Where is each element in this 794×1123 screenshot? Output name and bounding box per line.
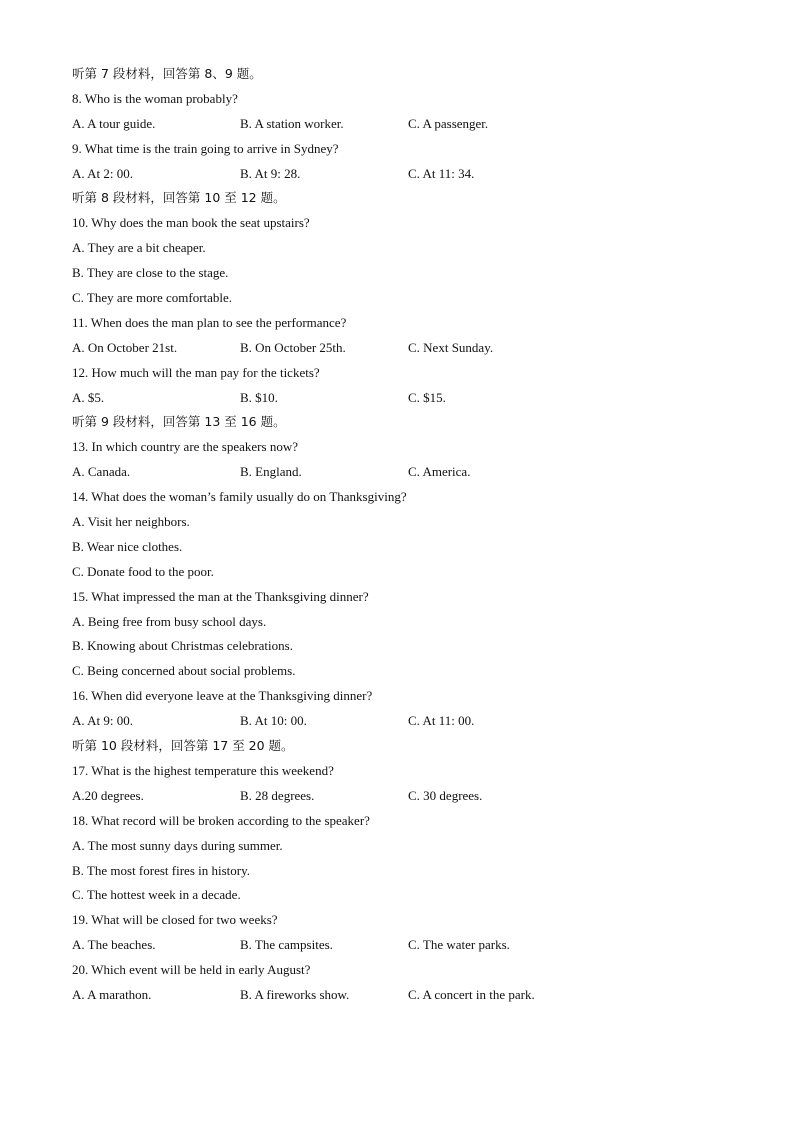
question-text: 15. What impressed the man at the Thanksgiving dinner? [72,588,369,604]
answer-option-c: C. Next Sunday. [408,339,494,355]
section-instruction: 听第 8 段材料，回答第 10 至 12 题。 [72,190,286,206]
answer-option-b: B. $10. [240,389,278,405]
question-text: 19. What will be closed for two weeks? [72,912,278,928]
answer-option: B. Wear nice clothes. [72,538,183,554]
answer-option-b: B. The campsites. [240,937,333,953]
answer-option-a: A.20 degrees. [72,787,144,803]
question-text: 20. Which event will be held in early August? [72,962,311,978]
question-text: 11. When does the man plan to see the performance? [72,314,347,330]
answer-options-row [72,336,732,361]
answer-option-a: A. On October 21st. [72,339,178,355]
answer-options-row [72,983,732,1008]
answer-option-b: B. 28 degrees. [240,787,315,803]
answer-option-c: C. $15. [408,389,446,405]
question-text: 8. Who is the woman probably? [72,90,238,106]
answer-option: C. Being concerned about social problems. [72,663,296,679]
answer-option-c: C. 30 degrees. [408,787,483,803]
answer-options-row [72,162,732,187]
answer-option-a: A. A marathon. [72,986,152,1002]
section-instruction: 听第 7 段材料，回答第 8、9 题。 [72,66,262,81]
answer-option: A. They are a bit cheaper. [72,240,206,256]
answer-options-row [72,784,732,809]
answer-option-b: B. England. [240,464,302,480]
answer-options-row [72,460,732,485]
listening-questions [72,62,732,1008]
answer-option-a: A. Canada. [72,464,131,480]
answer-options-row [72,933,732,958]
answer-option-a: A. At 2: 00. [72,165,134,181]
answer-option: C. Donate food to the poor. [72,563,214,579]
question-text: 9. What time is the train going to arrive in Sydney? [72,140,339,156]
answer-options-row [72,112,732,137]
answer-option-b: B. A station worker. [240,115,344,131]
answer-option: A. Being free from busy school days. [72,613,267,629]
answer-option-b: B. A fireworks show. [240,986,350,1002]
question-text: 12. How much will the man pay for the tickets? [72,364,320,380]
answer-option: C. The hottest week in a decade. [72,887,241,903]
answer-option-c: C. A passenger. [408,115,489,131]
question-text: 14. What does the woman’s family usually do on Thanksgiving? [72,489,407,505]
answer-option-c: C. A concert in the park. [408,986,535,1002]
section-instruction: 听第 10 段材料，回答第 17 至 20 题。 [72,738,294,754]
answer-options-row [72,709,732,734]
question-text: 17. What is the highest temperature this weekend? [72,762,334,778]
answer-option-c: C. At 11: 34. [408,165,475,181]
answer-option-b: B. On October 25th. [240,339,346,355]
answer-option-c: C. The water parks. [408,937,510,953]
answer-options-row [72,386,732,411]
answer-option: B. The most forest fires in history. [72,862,251,878]
answer-option-a: A. The beaches. [72,937,156,953]
question-text: 10. Why does the man book the seat upstairs? [72,215,310,231]
answer-option-c: C. America. [408,464,471,480]
answer-option: C. They are more comfortable. [72,290,233,306]
question-text: 13. In which country are the speakers now? [72,439,298,455]
answer-option: A. Visit her neighbors. [72,514,190,530]
question-text: 16. When did everyone leave at the Thanksgiving dinner? [72,688,373,704]
question-text: 18. What record will be broken according to the speaker? [72,812,370,828]
section-instruction: 听第 9 段材料，回答第 13 至 16 题。 [72,414,286,430]
answer-option: A. The most sunny days during summer. [72,837,283,853]
answer-option-a: A. $5. [72,389,105,405]
answer-option-b: B. At 9: 28. [240,165,301,181]
answer-option: B. Knowing about Christmas celebrations. [72,638,293,654]
answer-option: B. They are close to the stage. [72,265,229,281]
answer-option-c: C. At 11: 00. [408,713,475,729]
answer-option-b: B. At 10: 00. [240,713,307,729]
answer-option-a: A. At 9: 00. [72,713,134,729]
answer-option-a: A. A tour guide. [72,115,156,131]
